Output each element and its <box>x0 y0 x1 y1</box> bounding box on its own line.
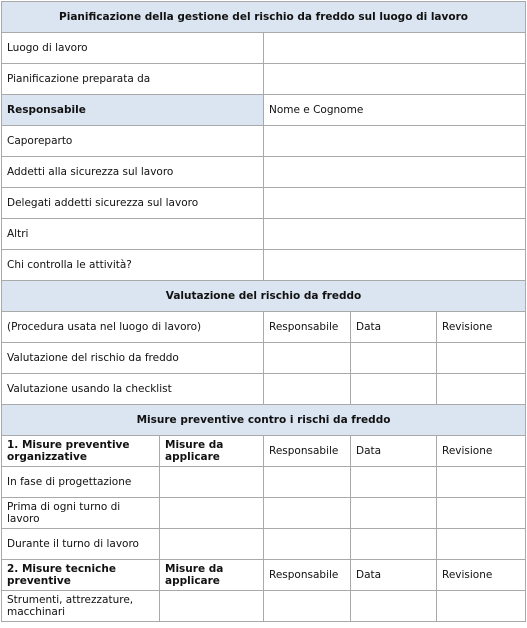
role-field-safety-delegates[interactable] <box>264 188 526 219</box>
prepared-by-label: Pianificazione preparata da <box>2 64 264 95</box>
assessment-date-field[interactable] <box>351 343 437 374</box>
role-label-others: Altri <box>2 219 264 250</box>
assessment-title: Valutazione del rischio da freddo <box>2 281 526 312</box>
tech-row-label-tools: Strumenti, attrezzature, macchinari <box>2 591 160 622</box>
org-row-label-design: In fase di progettazione <box>2 467 160 498</box>
col-date-header: Data <box>351 312 437 343</box>
measures-revision-header: Revisione <box>437 436 526 467</box>
responsible-label: Responsabile <box>2 95 264 126</box>
tech-tools-revision-field[interactable] <box>437 591 526 622</box>
workplace-field[interactable] <box>264 33 526 64</box>
checklist-row-label: Valutazione usando la checklist <box>2 374 264 405</box>
role-field-controller[interactable] <box>264 250 526 281</box>
role-field-safety-staff[interactable] <box>264 157 526 188</box>
checklist-date-field[interactable] <box>351 374 437 405</box>
assessment-row-label: Valutazione del rischio da freddo <box>2 343 264 374</box>
org-during-responsible-field[interactable] <box>264 529 351 560</box>
measures-responsible-header: Responsabile <box>264 436 351 467</box>
col-responsible-header: Responsabile <box>264 312 351 343</box>
role-field-supervisor[interactable] <box>264 126 526 157</box>
org-during-revision-field[interactable] <box>437 529 526 560</box>
org-before-revision-field[interactable] <box>437 498 526 529</box>
checklist-responsible-field[interactable] <box>264 374 351 405</box>
col-revision-header: Revisione <box>437 312 526 343</box>
role-label-controller: Chi controlla le attività? <box>2 250 264 281</box>
org-measures-header: 1. Misure preventive organizzative <box>2 436 160 467</box>
tech-responsible-header: Responsabile <box>264 560 351 591</box>
tech-tools-date-field[interactable] <box>351 591 437 622</box>
prepared-by-field[interactable] <box>264 64 526 95</box>
tech-revision-header: Revisione <box>437 560 526 591</box>
org-design-revision-field[interactable] <box>437 467 526 498</box>
role-label-safety-staff: Addetti alla sicurezza sul lavoro <box>2 157 264 188</box>
planning-title: Pianificazione della gestione del rischio da freddo sul luogo di lavoro <box>2 2 526 33</box>
tech-tools-responsible-field[interactable] <box>264 591 351 622</box>
role-label-safety-delegates: Delegati addetti sicurezza sul lavoro <box>2 188 264 219</box>
procedure-label: (Procedura usata nel luogo di lavoro) <box>2 312 264 343</box>
role-label-supervisor: Caporeparto <box>2 126 264 157</box>
org-row-label-before-shift: Prima di ogni turno di lavoro <box>2 498 160 529</box>
tech-to-apply-header: Misure da applicare <box>160 560 264 591</box>
org-before-responsible-field[interactable] <box>264 498 351 529</box>
tech-measures-header: 2. Misure tecniche preventive <box>2 560 160 591</box>
role-field-others[interactable] <box>264 219 526 250</box>
checklist-revision-field[interactable] <box>437 374 526 405</box>
measures-date-header: Data <box>351 436 437 467</box>
tech-tools-measures-field[interactable] <box>160 591 264 622</box>
workplace-label: Luogo di lavoro <box>2 33 264 64</box>
org-during-date-field[interactable] <box>351 529 437 560</box>
tech-date-header: Data <box>351 560 437 591</box>
measures-to-apply-header: Misure da applicare <box>160 436 264 467</box>
org-design-responsible-field[interactable] <box>264 467 351 498</box>
org-during-measures-field[interactable] <box>160 529 264 560</box>
name-surname-label: Nome e Cognome <box>264 95 526 126</box>
assessment-responsible-field[interactable] <box>264 343 351 374</box>
measures-title: Misure preventive contro i rischi da freddo <box>2 405 526 436</box>
org-row-label-during-shift: Durante il turno di lavoro <box>2 529 160 560</box>
org-design-date-field[interactable] <box>351 467 437 498</box>
org-before-date-field[interactable] <box>351 498 437 529</box>
org-before-measures-field[interactable] <box>160 498 264 529</box>
assessment-revision-field[interactable] <box>437 343 526 374</box>
org-design-measures-field[interactable] <box>160 467 264 498</box>
cold-risk-planning-form <box>1 1 526 622</box>
